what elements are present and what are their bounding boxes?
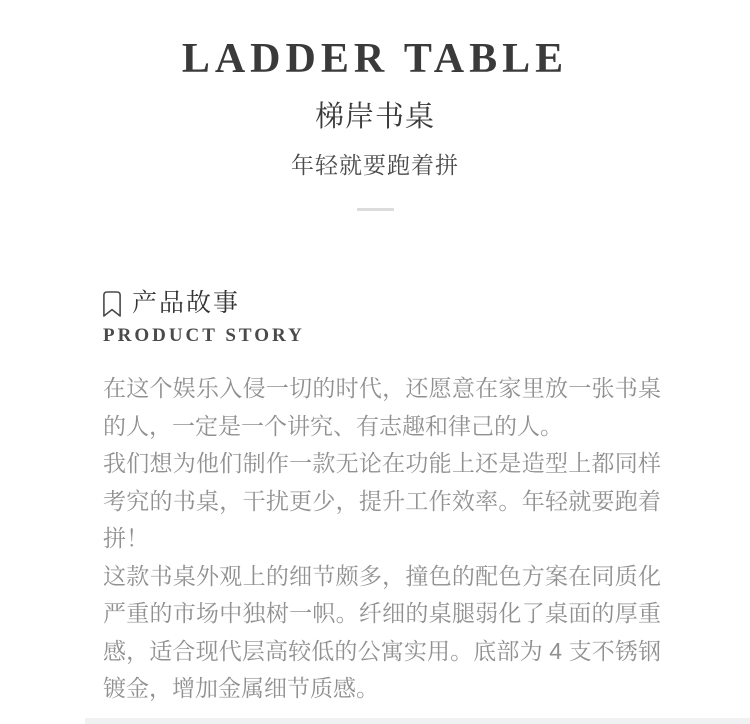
story-paragraph: 在这个娱乐入侵一切的时代，还愿意在家里放一张书桌的人，一定是一个讲究、有志趣和律己的人。 [103,375,661,439]
product-tagline: 年轻就要跑着拼 [291,152,459,178]
story-heading-cn: 产品故事 [132,289,241,317]
product-header [0,0,750,211]
story-paragraph: 我们想为他们制作一款无论在功能上还是造型上都同样考究的书桌，干扰更少，提升工作效率。年轻就要跑着拼！ [103,450,661,551]
story-body [103,370,661,708]
story-header [103,290,661,317]
product-story-section [103,290,661,708]
bookmark-icon [103,291,121,317]
next-section-edge [85,718,750,724]
product-title-en: LADDER TABLE [181,36,569,82]
header-divider [357,208,394,211]
story-paragraph: 这款书桌外观上的细节颇多，撞色的配色方案在同质化严重的市场中独树一帜。纤细的桌腿弱化了桌面的厚重感，适合现代层高较低的公寓实用。底部为 4 支不锈钢镀金，增加金属细节质感。 [103,562,661,701]
product-title-cn: 梯岸书桌 [314,101,435,133]
story-heading-en: PRODUCT STORY [103,325,305,346]
